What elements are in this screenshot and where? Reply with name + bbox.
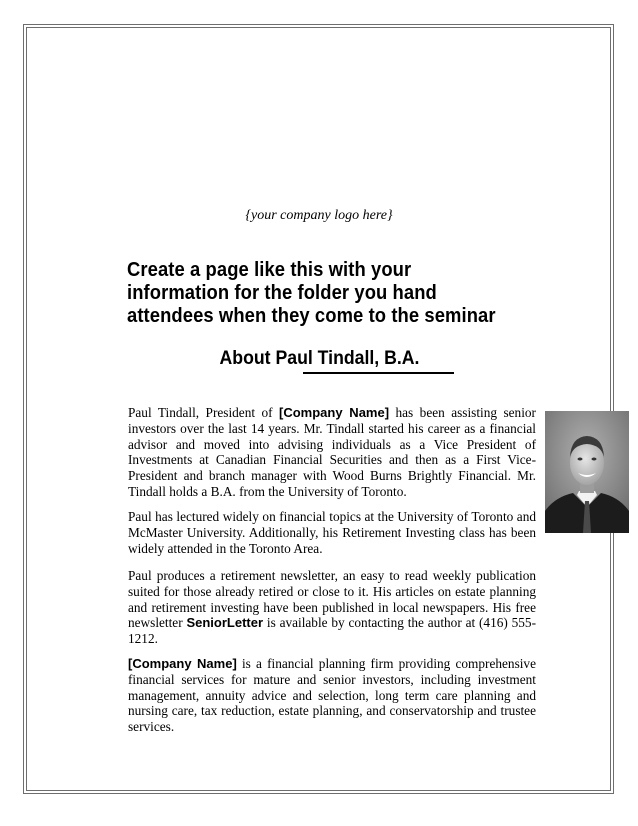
page-heading: Create a page like this with your information for the folder you hand attendees when they come to the seminar xyxy=(127,259,496,327)
company-name-placeholder: [Company Name] xyxy=(128,656,237,671)
bio-paragraph-2 xyxy=(128,509,536,556)
newsletter-name: SeniorLetter xyxy=(186,615,264,631)
company-p-text: is a financial planning firm providing comprehensive financial services for mature and senior investors, including investment management, annuity advice and selection, long term care planning and nursing care, tax reduction, estate planning, and conservatorship and trustee services. xyxy=(128,656,536,735)
about-title xyxy=(0,348,638,370)
bio-p3-text-after: is available by contacting the author at (416) 555-1212. xyxy=(128,615,536,647)
bio-p1-text-before: Paul Tindall, President of xyxy=(128,405,280,420)
bio-p1-text-after: has been assisting senior investors over the last 14 years. Mr. Tindall started his career as a financial advisor and moved into advising individuals as a Vice President of Investments at Canadian Financial Securities and then as a First Vice-President and branch manager with Wood Burns Brightly Financial. Mr. Tindall holds a B.A. from the University of Toronto. xyxy=(128,405,536,499)
company-paragraph xyxy=(128,656,536,735)
bio-p2-text: Paul has lectured widely on financial topics at the University of Toronto and McMaster University. Additionally, his Retirement Investing class has been widely attended in the Toronto Area. xyxy=(128,509,536,556)
logo-placeholder: {your company logo here} xyxy=(245,208,393,223)
bio-p3-text-before: Paul produces a retirement newsletter, an easy to read weekly publication suited for those already retired or close to it. His articles on estate planning and retirement investing have been published in local newspapers. His free newsletter xyxy=(128,568,536,631)
company-name-placeholder: [Company Name] xyxy=(279,405,390,420)
headshot-photo xyxy=(545,411,629,533)
about-title-underline xyxy=(303,372,454,374)
about-title-text: About Paul Tindall, B.A. xyxy=(219,348,419,369)
headshot-illustration xyxy=(545,411,629,533)
bio-paragraph-3 xyxy=(128,568,536,647)
bio-paragraph-1 xyxy=(128,405,536,500)
